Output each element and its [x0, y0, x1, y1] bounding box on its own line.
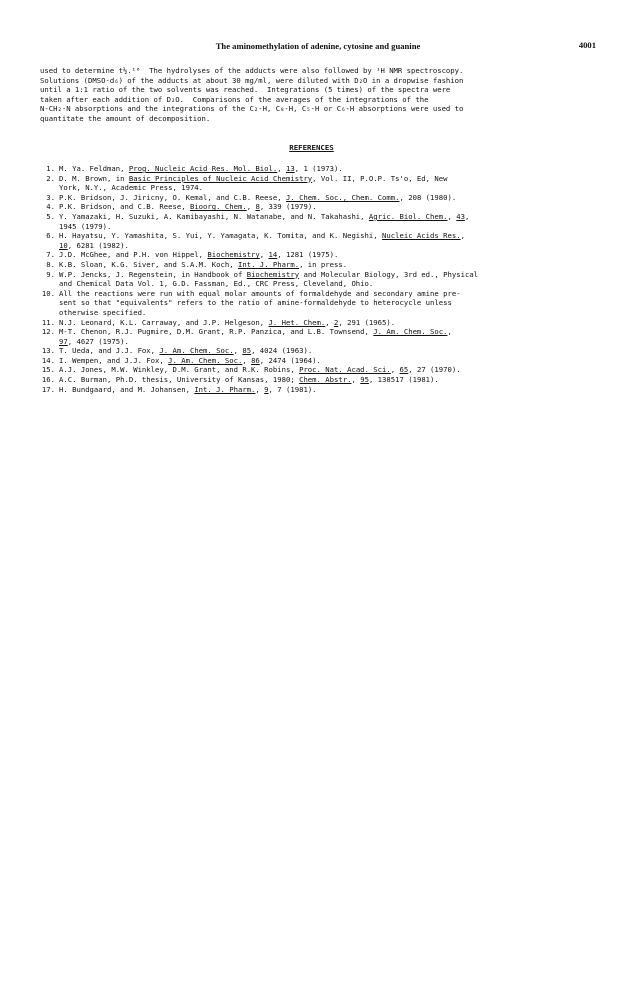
reference-underlined-text: Bioorg. Chem. — [189, 202, 247, 212]
reference-item — [40, 231, 596, 250]
reference-number: 3. — [46, 192, 55, 202]
reference-line — [59, 365, 596, 375]
reference-text: Y. Yamazaki, H. Suzuki, A. Kamibayashi, N. Watanabe, and N. Takahashi, — [59, 211, 369, 221]
reference-underlined-text: 97 — [59, 336, 68, 346]
reference-underlined-text: 14 — [268, 250, 278, 260]
reference-text: York, N.Y., Academic Press, 1974. — [59, 183, 204, 193]
reference-underlined-text: Prog. Nucleic Acid Res. Mol. Biol. — [128, 164, 278, 173]
reference-number: 6. — [46, 231, 55, 241]
reference-underlined-text: J. Am. Chem. Soc. — [159, 346, 234, 356]
reference-text: , — [242, 355, 252, 365]
reference-underlined-text: Agric. Biol. Chem. — [368, 211, 448, 221]
reference-underlined-text: Basic Principles of Nucleic Acid Chemistry — [128, 173, 313, 183]
reference-text: , — [447, 211, 457, 221]
reference-underlined-text: 9 — [264, 384, 269, 394]
body-line: Solutions (DMSO-d₆) of the adducts at about 30 mg/ml, were diluted with D₂O in a dropwise fashion — [40, 75, 464, 85]
reference-text: , 1281 (1975). — [277, 250, 339, 260]
reference-line — [59, 327, 596, 337]
reference-item — [40, 270, 596, 289]
reference-underlined-text: 95 — [360, 375, 369, 385]
reference-underlined-text: Biochemistry — [207, 250, 260, 260]
references-list — [40, 164, 596, 394]
reference-underlined-text: 65 — [399, 365, 409, 375]
reference-text: J.D. McGhee, and P.H. von Hippel, — [59, 250, 208, 260]
reference-item — [40, 260, 596, 270]
reference-line — [59, 308, 596, 318]
reference-line — [59, 183, 596, 193]
reference-line — [59, 241, 596, 251]
reference-number: 11. — [41, 317, 55, 327]
body-line: N-CH₂-N absorptions and the integrations of the C₂-H, C₈-H, C₅-H or C₆-H absorptions were used to — [40, 104, 464, 114]
reference-number: 7. — [46, 250, 55, 260]
reference-text: All the reactions were run with equal molar amounts of formaldehyde and secondary amine pre- — [59, 288, 461, 298]
reference-text: K.B. Sloan, K.G. Siver, and S.A.M. Koch, — [59, 259, 238, 269]
reference-item — [40, 202, 596, 212]
reference-number: 10. — [41, 288, 55, 298]
reference-text: , — [447, 327, 452, 337]
reference-underlined-text: 10 — [59, 240, 68, 250]
reference-number: 14. — [41, 355, 55, 365]
reference-text: , 138517 (1981). — [368, 375, 439, 385]
reference-underlined-text: Int. J. Pharm. — [237, 259, 300, 269]
references-heading: REFERENCES — [289, 143, 334, 152]
reference-text: , 4024 (1963). — [251, 346, 313, 356]
body-line: quantitate the amount of decomposition. — [40, 113, 211, 123]
reference-item — [40, 250, 596, 260]
body-line: used to determine t½.¹⁶ The hydrolyses of the adducts were also followed by ¹H NMR spectroscopy. — [40, 66, 464, 75]
reference-underlined-text: J. Am. Chem. Soc. — [373, 327, 448, 337]
reference-number: 1. — [46, 164, 55, 173]
reference-underlined-text: Int. J. Pharm. — [194, 384, 256, 394]
reference-text: , 27 (1970). — [408, 365, 461, 375]
reference-item — [40, 365, 596, 375]
reference-text: , 291 (1965). — [338, 317, 396, 327]
reference-text: A.C. Burman, Ph.D. thesis, University of Kansas, 1980; — [59, 375, 300, 385]
reference-number: 8. — [46, 259, 55, 269]
reference-item — [40, 385, 596, 395]
reference-text: and Chemical Data Vol. 1, G.D. Fassman, Ed., CRC Press, Cleveland, Ohio. — [59, 279, 374, 289]
reference-line — [59, 318, 596, 328]
reference-text: , 2474 (1964). — [259, 355, 321, 365]
reference-line — [59, 174, 596, 184]
reference-underlined-text: 43 — [456, 211, 465, 221]
reference-text: M. Ya. Feldman, — [59, 164, 129, 173]
reference-number: 5. — [46, 211, 55, 221]
reference-line — [59, 270, 596, 280]
reference-text: , 208 (1980). — [399, 192, 457, 202]
reference-number: 15. — [41, 365, 55, 375]
reference-line — [59, 279, 596, 289]
reference-item — [40, 356, 596, 366]
reference-line — [59, 164, 596, 174]
reference-text: H. Hayatsu, Y. Yamashita, S. Yui, Y. Yamagata, K. Tomita, and K. Negishi, — [59, 231, 383, 241]
reference-text: T. Ueda, and J.J. Fox, — [59, 346, 160, 356]
reference-item — [40, 375, 596, 385]
reference-text: , 1 (1973). — [294, 164, 343, 173]
reference-item — [40, 289, 596, 318]
reference-text: , — [259, 250, 269, 260]
reference-underlined-text: J. Het. Chem. — [268, 317, 326, 327]
reference-line — [59, 289, 596, 299]
reference-line — [59, 375, 596, 385]
reference-number: 9. — [46, 269, 55, 279]
reference-line — [59, 346, 596, 356]
reference-text: and Molecular Biology, 3rd ed., Physical — [299, 269, 479, 279]
reference-text: , 339 (1979). — [259, 202, 317, 212]
reference-number: 12. — [41, 327, 55, 337]
reference-line — [59, 260, 596, 270]
reference-text: , — [255, 384, 265, 394]
reference-text: , — [460, 231, 465, 241]
reference-item — [40, 212, 596, 231]
reference-number: 16. — [41, 375, 55, 385]
reference-line — [59, 212, 596, 222]
reference-text: N.J. Leonard, K.L. Carraway, and J.P. Helgeson, — [59, 317, 269, 327]
reference-text: , — [277, 164, 286, 173]
reference-text: sent so that "equivalents" refers to the ratio of amine-formaldehyde to heterocycle unless — [59, 298, 452, 308]
reference-underlined-text: J. Am. Chem. Soc. — [168, 355, 243, 365]
reference-text: , — [351, 375, 361, 385]
reference-number: 2. — [46, 173, 55, 183]
reference-underlined-text: J. Chem. Soc., Chem. Comm. — [285, 192, 400, 202]
reference-line — [59, 250, 596, 260]
reference-item — [40, 193, 596, 203]
reference-text: , Vol. II, P.O.P. Ts'o, Ed, New — [312, 173, 448, 183]
reference-text: H. Bundgaard, and M. Johansen, — [59, 384, 195, 394]
reference-item — [40, 174, 596, 193]
reference-item — [40, 327, 596, 346]
reference-item — [40, 346, 596, 356]
reference-line — [59, 231, 596, 241]
reference-text: , 4627 (1975). — [67, 336, 129, 346]
reference-underlined-text: Chem. Abstr. — [299, 375, 352, 385]
reference-number: 4. — [46, 202, 55, 212]
reference-line — [59, 337, 596, 347]
reference-text: W.P. Jencks, J. Regenstein, in Handbook of — [59, 269, 247, 279]
reference-underlined-text: 85 — [242, 346, 252, 356]
reference-text: , 7 (1981). — [268, 384, 317, 394]
reference-underlined-text: Biochemistry — [246, 269, 300, 279]
reference-text: , — [233, 346, 243, 356]
running-title: The aminomethylation of adenine, cytosine and guanine — [215, 41, 421, 51]
reference-item — [40, 318, 596, 328]
reference-text: , in press. — [299, 259, 348, 269]
reference-line — [59, 385, 596, 395]
reference-text: A.J. Jones, M.W. Winkley, D.M. Grant, and R.K. Robins, — [59, 365, 300, 375]
reference-line — [59, 356, 596, 366]
reference-text: 1945 (1979). — [59, 221, 112, 231]
reference-line — [59, 193, 596, 203]
reference-number: 13. — [41, 346, 55, 356]
body-line: taken after each addition of D₂O. Comparisons of the averages of the integrations of the — [40, 94, 429, 104]
reference-number: 17. — [41, 384, 55, 394]
reference-text: , — [325, 317, 334, 327]
reference-text: P.K. Bridson, and C.B. Reese, — [59, 202, 190, 212]
reference-item — [40, 164, 596, 174]
body-line: until a 1:1 ratio of the two solvents was reached. Integrations (5 times) of the spectra were — [40, 85, 451, 95]
reference-text: , — [390, 365, 400, 375]
reference-text: D. M. Brown, in — [59, 173, 129, 183]
body-paragraph — [40, 64, 590, 124]
reference-text: otherwise specified. — [59, 307, 147, 317]
reference-line — [59, 202, 596, 212]
page-number: 4001 — [578, 40, 596, 50]
reference-text: , 6281 (1982). — [67, 240, 129, 250]
reference-underlined-text: Nucleic Acids Res. — [382, 231, 461, 241]
reference-text: , — [464, 211, 470, 221]
page-header — [40, 41, 596, 53]
reference-underlined-text: 13 — [285, 164, 295, 173]
reference-text: P.K. Bridson, J. Jiricny, O. Kemal, and C.B. Reese, — [59, 192, 286, 202]
reference-underlined-text: 86 — [251, 355, 260, 365]
reference-line — [59, 222, 596, 232]
reference-underlined-text: 8 — [255, 202, 260, 212]
reference-underlined-text: Proc. Nat. Acad. Sci. — [299, 365, 391, 375]
reference-text: , — [246, 202, 256, 212]
reference-text: I. Wempen, and J.J. Fox, — [59, 355, 169, 365]
reference-underlined-text: 2 — [334, 317, 339, 327]
reference-line — [59, 298, 596, 308]
reference-text: M-T. Chenon, R.J. Pugmire, D.M. Grant, R.P. Panzica, and L.B. Townsend, — [59, 327, 374, 337]
